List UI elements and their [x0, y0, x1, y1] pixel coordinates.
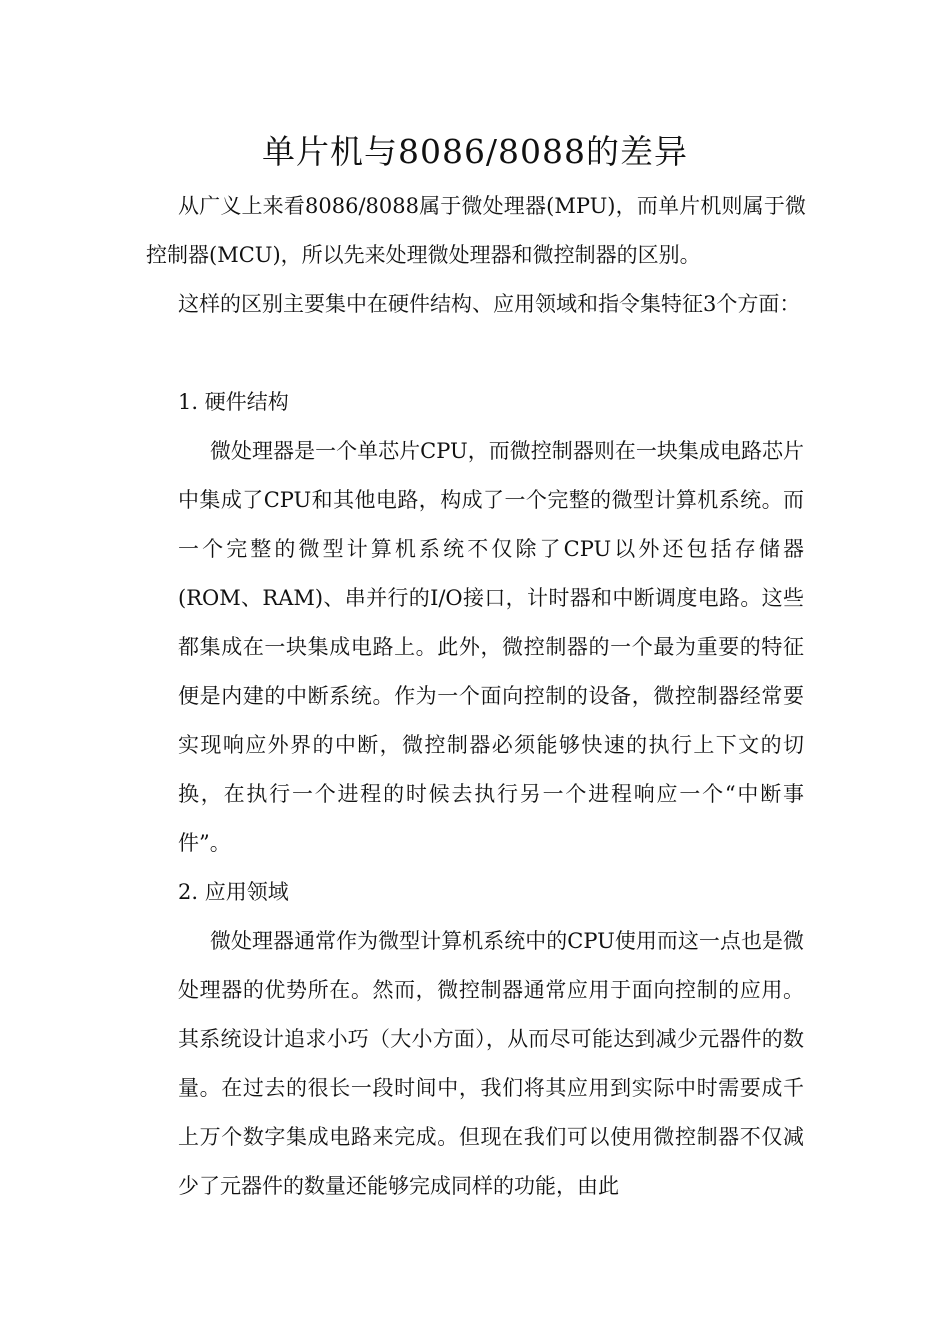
section-heading-application: 2. 应用领域	[178, 880, 289, 904]
intro-paragraph-2: 这样的区别主要集中在硬件结构、应用领域和指令集特征3个方面：	[178, 292, 801, 316]
page-title: 单片机与8086/8088的差异	[261, 132, 689, 171]
section-body-application: 微处理器通常作为微型计算机系统中的CPU使用而这一点也是微处理器的优势所在。然而，微控制器通常应用于面向控制的应用。其系统设计追求小巧（大小方面），从而尽可能达到减少元器件的数量。在过去的很长一段时间中，我们将其应用到实际中时需要成千上万个数字集成电路来完成。但现在我们可以使用微控制器不仅减少了元器件的数量还能够完成同样的功能，由此	[178, 929, 804, 1198]
section-heading-hardware: 1. 硬件结构	[178, 390, 289, 414]
intro-paragraph-1: 从广义上来看8086/8088属于微处理器(MPU)，而单片机则属于微控制器(MCU)，所以先来处理微处理器和微控制器的区别。	[146, 194, 806, 267]
section-body-hardware: 微处理器是一个单芯片CPU，而微控制器则在一块集成电路芯片中集成了CPU和其他电路，构成了一个完整的微型计算机系统。而一个完整的微型计算机系统不仅除了CPU以外还包括存储器(ROM、RAM)、串并行的I/O接口，计时器和中断调度电路。这些都集成在一块集成电路上。此外，微控制器的一个最为重要的特征便是内建的中断系统。作为一个面向控制的设备，微控制器经常要实现响应外界的中断，微控制器必须能够快速的执行上下文的切换，在执行一个进程的时候去执行另一个进程响应一个“中断事件”。	[178, 439, 804, 855]
